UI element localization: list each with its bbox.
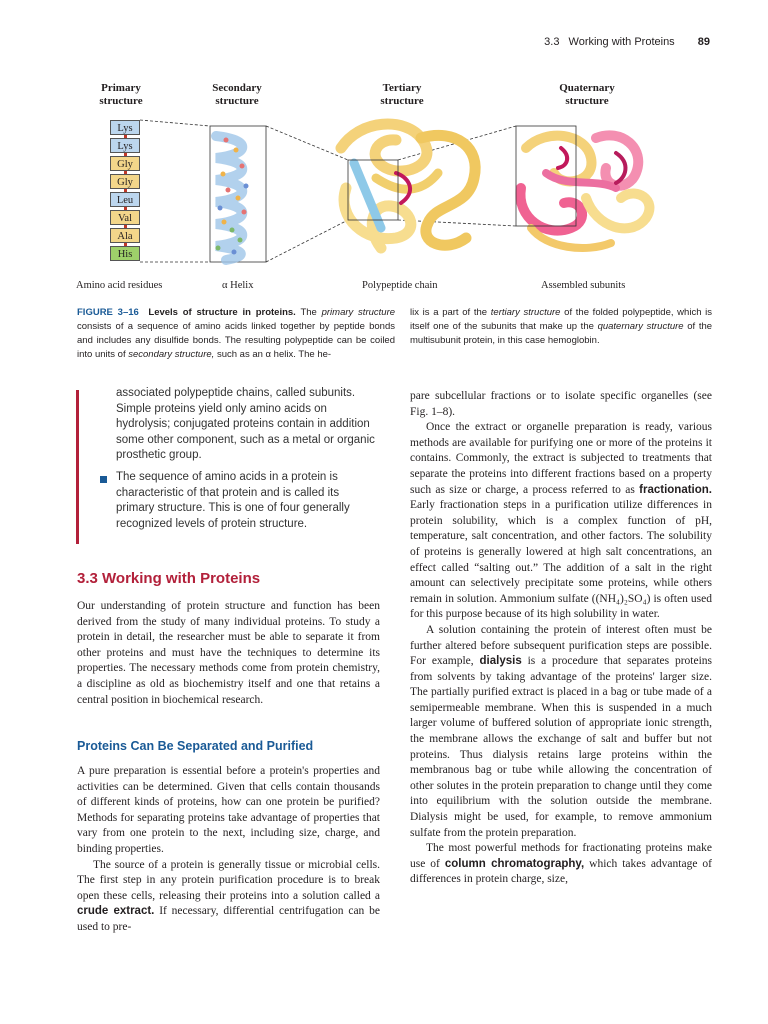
bullet-square-icon <box>100 476 107 483</box>
caption-alpha-helix: α Helix <box>222 280 254 291</box>
key-term: crude extract. <box>77 905 155 918</box>
left-column-body <box>77 764 380 936</box>
alpha-helix-icon <box>216 136 249 260</box>
section-title: Working with Proteins <box>568 36 675 48</box>
level-title-quaternary: Quaternary structure <box>559 82 615 107</box>
figure-caption-right: lix is a part of the tertiary structure of the folded polypeptide, which is itself one of the subunits that make up the quaternary structure of the multisubunit protein, in this case hemoglobin. <box>410 307 713 346</box>
structure-illustrations <box>76 78 716 278</box>
subsection-heading: Proteins Can Be Separated and Purified <box>77 739 314 753</box>
summary-bar <box>76 390 79 544</box>
key-term: dialysis <box>479 655 522 668</box>
paragraph: pare subcellular fractions or to isolate specific organelles (see Fig. 1–8). <box>410 390 712 418</box>
paragraph: A pure preparation is essential before a protein's properties and activities can be determined. Given that cells contain thousands of different kinds of proteins, how can one protein be purified? Methods for separating proteins take advantage of properties that vary from one protein to the next, including size, charge, and binding properties. <box>77 765 380 855</box>
paragraph: The source of a protein is generally tissue or microbial cells. The first step in any protein purification procedure is to break open these cells, releasing their proteins into a solution called a crude extract. If necessary, differential centrifugation can be used to pre- <box>77 858 380 933</box>
right-column-body <box>410 389 712 888</box>
running-head <box>544 36 710 48</box>
tertiary-ribbon-icon <box>341 124 475 248</box>
figure-label: FIGURE 3–16 <box>77 307 139 318</box>
residue-box: His <box>110 246 140 261</box>
summary-item: The sequence of amino acids in a protein is characteristic of that protein and is called its primary structure. This is one of four generally recognized levels of protein structure. <box>116 471 350 530</box>
key-term: column chromatography, <box>444 857 585 870</box>
paragraph: The most powerful methods for fractionating proteins make use of column chromatography, which takes advantage of differences in protein charge, size, <box>410 842 712 886</box>
residue-box: Gly <box>110 174 140 189</box>
level-title-primary: Primary structure <box>99 82 143 107</box>
residue-box: Lys <box>110 138 140 153</box>
caption-assembled-subunits: Assembled subunits <box>541 280 626 291</box>
figure-caption-left: FIGURE 3–16 Levels of structure in proteins. The primary structure consists of a sequence of amino acids linked together by peptide bonds and includes any disulfide bonds. The resulting polypeptide can be coiled into units of secondary structure, such as an α helix. The he- <box>77 307 396 360</box>
quaternary-subunits-icon <box>520 135 649 248</box>
level-title-tertiary: Tertiary structure <box>380 82 424 107</box>
residue-box: Gly <box>110 156 140 171</box>
level-title-secondary: Secondary structure <box>212 82 262 107</box>
paragraph: A solution containing the protein of interest often must be further altered before subsequent purification steps are possible. For example, dialysis is a procedure that separates proteins from solvents by taking advantage of the proteins' larger size. The partially purified extract is placed in a bag or tube made of a semipermeable membrane. When this is suspended in a much larger volume of buffered solution of appropriate ionic strength, the membrane allows the exchange of salt and buffer but not proteins. Thus dialysis retains large proteins within the membranous bag or tube while allowing the concentration of other solutes in the protein preparation to change until they come into equilibrium with the solution outside the membrane. Dialysis might be used, for example, to remove ammonium sulfate from the protein preparation. <box>410 623 713 839</box>
paragraph: Once the extract or organelle preparation is ready, various methods are available for purifying one or more of the proteins it contains. Commonly, the extract is subjected to treatments that separate the proteins into different fractions based on a property such as size or charge, a process referred to as fractionation. Early fractionation steps in a purification utilize differences in protein solubility, which is a complex function of pH, temperature, salt concentration, and other factors. The solubility of proteins is generally lowered at high salt concentrations, an effect called “salting out.” The addition of a salt in the right amount can selectively precipitate some proteins, while others remain in solution. Ammonium sulfate ((NH₄)₂SO₄) is often used for this purpose because of its high solubility in water. <box>410 421 712 621</box>
residue-box: Leu <box>110 192 140 207</box>
residue-box: Ala <box>110 228 140 243</box>
caption-amino-acid-residues: Amino acid residues <box>76 280 163 291</box>
caption-polypeptide-chain: Polypeptide chain <box>362 280 438 291</box>
residue-box: Lys <box>110 120 140 135</box>
summary-item: associated polypeptide chains, called subunits. Simple proteins yield only amino acids on hydrolysis; conjugated proteins contain in addition some other component, such as a metal or organic prosthetic group. <box>116 387 375 462</box>
page-number: 89 <box>697 36 710 48</box>
key-term: fractionation. <box>639 483 712 496</box>
figure-protein-structure-levels <box>76 78 716 298</box>
section-number: 3.3 <box>544 36 560 48</box>
residue-box: Val <box>110 210 140 225</box>
paragraph: Our understanding of protein structure and function has been derived from the study of many individual proteins. To study a protein in detail, the researcher must be able to separate it from other proteins and must have the techniques to determine its properties. The necessary methods come from protein chemistry, a discipline as old as biochemistry itself and one that retains a central position in biochemical research. <box>77 600 380 706</box>
section-heading: 3.3 Working with Proteins <box>77 570 261 587</box>
left-column-intro <box>77 599 380 708</box>
